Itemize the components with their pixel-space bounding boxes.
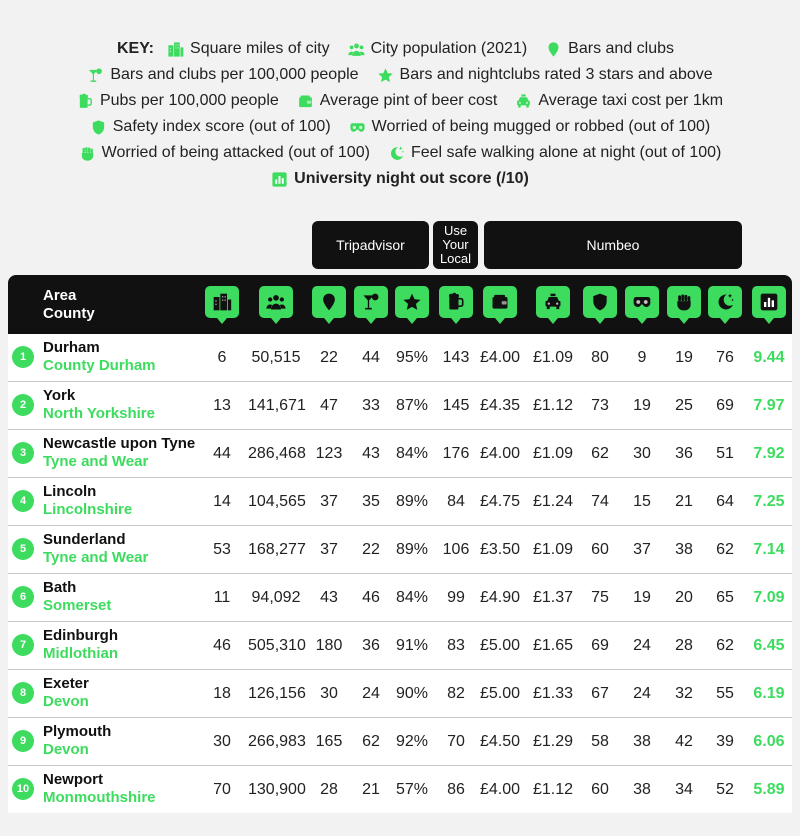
data-cell: 52 xyxy=(716,781,734,798)
data-cell: 89% xyxy=(395,541,429,558)
data-cell: 21 xyxy=(675,493,693,510)
city-name: Plymouth xyxy=(43,723,112,740)
data-cell: 95% xyxy=(395,349,429,366)
data-cell: 22 xyxy=(320,349,338,366)
shield-icon xyxy=(90,119,107,136)
moon-stars-icon xyxy=(708,286,742,318)
county-name: Somerset xyxy=(43,597,112,614)
data-cell: 70 xyxy=(213,781,231,798)
key-label: Average taxi cost per 1km xyxy=(538,92,724,109)
data-cell: 9 xyxy=(637,349,647,366)
data-cell: 62 xyxy=(716,637,734,654)
data-cell: 22 xyxy=(362,541,380,558)
area-cell xyxy=(43,483,132,519)
data-cell: 43 xyxy=(320,589,338,606)
star-icon xyxy=(395,286,429,318)
data-cell: £4.50 xyxy=(479,733,521,750)
data-cell: 99 xyxy=(447,589,465,606)
area-cell xyxy=(43,579,111,615)
key-label: Square miles of city xyxy=(190,40,330,57)
table-header xyxy=(8,275,792,334)
data-cell: 38 xyxy=(633,733,651,750)
data-cell: 33 xyxy=(362,397,380,414)
data-cell: 91% xyxy=(395,637,429,654)
table-row xyxy=(8,526,792,574)
key-item xyxy=(388,144,721,162)
wallet-icon xyxy=(297,93,314,110)
shield-icon xyxy=(583,286,617,318)
area-cell xyxy=(43,387,155,423)
key-item xyxy=(79,144,370,162)
key-label: University night out score (/10) xyxy=(294,170,529,187)
key-label: Average pint of beer cost xyxy=(319,92,498,109)
city-name: Newport xyxy=(43,771,103,788)
data-cell: 87% xyxy=(395,397,429,414)
data-cell: 53 xyxy=(213,541,231,558)
data-cell: 43 xyxy=(362,445,380,462)
mask-icon xyxy=(349,119,366,136)
data-cell: £1.24 xyxy=(532,493,574,510)
data-cell: 42 xyxy=(675,733,693,750)
city-name: Lincoln xyxy=(43,483,97,500)
data-cell: 39 xyxy=(716,733,734,750)
data-cell: 51 xyxy=(716,445,734,462)
data-cell: £1.09 xyxy=(532,541,574,558)
data-cell: £1.12 xyxy=(532,781,574,798)
rank-badge: 5 xyxy=(12,538,34,560)
rank-badge: 6 xyxy=(12,586,34,608)
cocktail-icon xyxy=(87,67,104,84)
city-name: Edinburgh xyxy=(43,627,118,644)
fist-icon xyxy=(667,286,701,318)
data-cell: £4.00 xyxy=(479,445,521,462)
key-item xyxy=(545,40,674,58)
data-cell: 82 xyxy=(447,685,465,702)
data-cell: 55 xyxy=(716,685,734,702)
table-row xyxy=(8,718,792,766)
score-cell: 9.44 xyxy=(753,349,785,366)
city-name: Newcastle upon Tyne xyxy=(43,435,196,452)
data-cell: £4.00 xyxy=(479,349,521,366)
key-item xyxy=(348,40,528,58)
key-label: Safety index score (out of 100) xyxy=(112,118,331,135)
data-cell: 73 xyxy=(591,397,609,414)
source-use-your-local: Use Your Local xyxy=(433,221,478,269)
data-cell: 46 xyxy=(362,589,380,606)
data-cell: 46 xyxy=(213,637,231,654)
key-label: Bars and clubs per 100,000 people xyxy=(110,66,359,83)
people-icon xyxy=(348,41,365,58)
data-cell: 28 xyxy=(320,781,338,798)
city-buildings-icon xyxy=(205,286,239,318)
data-cell: 84% xyxy=(395,589,429,606)
data-cell: 18 xyxy=(213,685,231,702)
data-cell: 24 xyxy=(362,685,380,702)
data-cell: 89% xyxy=(395,493,429,510)
data-cell: 176 xyxy=(442,445,470,462)
data-cell: £1.09 xyxy=(532,349,574,366)
city-buildings-icon xyxy=(167,41,184,58)
rank-badge: 4 xyxy=(12,490,34,512)
rank-badge: 3 xyxy=(12,442,34,464)
key-line xyxy=(0,140,800,166)
data-cell: 62 xyxy=(591,445,609,462)
table-row xyxy=(8,622,792,670)
table-row xyxy=(8,766,792,813)
star-icon xyxy=(377,67,394,84)
data-cell: 37 xyxy=(320,493,338,510)
data-cell: 37 xyxy=(320,541,338,558)
data-cell: £3.50 xyxy=(479,541,521,558)
data-cell: 24 xyxy=(633,637,651,654)
data-cell: 6 xyxy=(217,349,227,366)
cocktail-icon xyxy=(354,286,388,318)
taxi-icon xyxy=(536,286,570,318)
score-cell: 6.06 xyxy=(753,733,785,750)
key-item xyxy=(377,66,713,84)
key-item xyxy=(349,118,711,136)
bar-chart-icon xyxy=(271,171,288,188)
data-cell: 62 xyxy=(716,541,734,558)
key-item xyxy=(515,92,723,110)
data-cell: 34 xyxy=(675,781,693,798)
data-cell: 44 xyxy=(362,349,380,366)
table-body xyxy=(8,334,792,813)
area-cell xyxy=(43,627,118,663)
data-cell: 168,277 xyxy=(248,541,306,558)
data-cell: 92% xyxy=(395,733,429,750)
data-cell: 505,310 xyxy=(248,637,306,654)
data-cell: £1.09 xyxy=(532,445,574,462)
source-tripadvisor: Tripadvisor xyxy=(312,221,429,269)
table-row xyxy=(8,382,792,430)
key-label: Pubs per 100,000 people xyxy=(99,92,279,109)
county-name: County Durham xyxy=(43,357,156,374)
data-cell: £4.35 xyxy=(479,397,521,414)
data-cell: 19 xyxy=(633,589,651,606)
rank-badge: 8 xyxy=(12,682,34,704)
data-cell: £5.00 xyxy=(479,637,521,654)
data-cell: 165 xyxy=(315,733,343,750)
rank-badge: 1 xyxy=(12,346,34,368)
fist-icon xyxy=(79,145,96,162)
data-cell: 141,671 xyxy=(248,397,306,414)
area-cell xyxy=(43,723,111,759)
location-pin-icon xyxy=(312,286,346,318)
data-cell: 126,156 xyxy=(248,685,306,702)
data-cell: 70 xyxy=(447,733,465,750)
data-cell: £1.33 xyxy=(532,685,574,702)
key-item xyxy=(77,92,279,110)
county-name: Devon xyxy=(43,741,89,758)
data-cell: 180 xyxy=(315,637,343,654)
table-row xyxy=(8,334,792,382)
score-cell: 7.92 xyxy=(753,445,785,462)
rank-badge: 7 xyxy=(12,634,34,656)
data-cell: 38 xyxy=(675,541,693,558)
data-cell: 69 xyxy=(716,397,734,414)
data-cell: 38 xyxy=(633,781,651,798)
wallet-icon xyxy=(483,286,517,318)
county-name: Devon xyxy=(43,693,89,710)
score-cell: 6.19 xyxy=(753,685,785,702)
data-cell: 11 xyxy=(213,589,231,606)
area-cell xyxy=(43,531,148,567)
rank-badge: 10 xyxy=(12,778,34,800)
table-row xyxy=(8,478,792,526)
data-cell: 15 xyxy=(633,493,651,510)
bar-chart-icon xyxy=(752,286,786,318)
key-label: Worried of being attacked (out of 100) xyxy=(101,144,370,161)
county-name: Midlothian xyxy=(43,645,118,662)
location-pin-icon xyxy=(545,41,562,58)
data-cell: 60 xyxy=(591,781,609,798)
data-cell: 106 xyxy=(442,541,470,558)
data-cell: 286,468 xyxy=(248,445,306,462)
data-cell: 57% xyxy=(395,781,429,798)
data-cell: 75 xyxy=(591,589,609,606)
city-name: Durham xyxy=(43,339,100,356)
county-header: County xyxy=(43,305,95,322)
data-cell: 104,565 xyxy=(248,493,306,510)
area-cell xyxy=(43,771,156,807)
key-line xyxy=(0,114,800,140)
city-name: Sunderland xyxy=(43,531,126,548)
data-cell: 32 xyxy=(675,685,693,702)
data-cell: 64 xyxy=(716,493,734,510)
data-cell: 36 xyxy=(675,445,693,462)
key-legend xyxy=(0,36,800,192)
score-cell: 6.45 xyxy=(753,637,785,654)
city-name: Exeter xyxy=(43,675,89,692)
area-cell xyxy=(43,339,156,375)
data-cell: 65 xyxy=(716,589,734,606)
data-cell: 50,515 xyxy=(251,349,301,366)
data-cell: £1.37 xyxy=(532,589,574,606)
rank-badge: 2 xyxy=(12,394,34,416)
mask-icon xyxy=(625,286,659,318)
data-cell: 20 xyxy=(675,589,693,606)
area-cell xyxy=(43,435,195,471)
key-item xyxy=(90,118,331,136)
data-cell: 21 xyxy=(362,781,380,798)
data-cell: 58 xyxy=(591,733,609,750)
data-cell: £4.00 xyxy=(479,781,521,798)
beer-mug-icon xyxy=(77,93,94,110)
data-cell: 94,092 xyxy=(251,589,301,606)
data-cell: 84% xyxy=(395,445,429,462)
county-name: Lincolnshire xyxy=(43,501,133,518)
score-cell: 5.89 xyxy=(753,781,785,798)
key-item xyxy=(87,66,358,84)
data-cell: £5.00 xyxy=(479,685,521,702)
key-label: Bars and clubs xyxy=(568,40,675,57)
county-name: North Yorkshire xyxy=(43,405,155,422)
key-line xyxy=(0,62,800,88)
data-cell: £4.90 xyxy=(479,589,521,606)
data-cell: 62 xyxy=(362,733,380,750)
data-cell: 83 xyxy=(447,637,465,654)
data-cell: 145 xyxy=(442,397,470,414)
data-cell: 80 xyxy=(591,349,609,366)
key-line xyxy=(0,36,800,62)
data-cell: 67 xyxy=(591,685,609,702)
key-item xyxy=(297,92,498,110)
table-row xyxy=(8,574,792,622)
data-cell: 30 xyxy=(213,733,231,750)
data-cell: 90% xyxy=(395,685,429,702)
beer-mug-icon xyxy=(439,286,473,318)
data-cell: £1.65 xyxy=(532,637,574,654)
source-numbeo: Numbeo xyxy=(484,221,742,269)
data-cell: £4.75 xyxy=(479,493,521,510)
key-item xyxy=(167,40,330,58)
data-cell: 266,983 xyxy=(248,733,306,750)
data-cell: 13 xyxy=(213,397,231,414)
data-cell: 60 xyxy=(591,541,609,558)
key-item xyxy=(271,170,529,188)
key-line xyxy=(0,88,800,114)
data-cell: 36 xyxy=(362,637,380,654)
data-cell: 74 xyxy=(591,493,609,510)
data-cell: 76 xyxy=(716,349,734,366)
key-label: City population (2021) xyxy=(370,40,528,57)
key-line xyxy=(0,166,800,192)
data-cell: 123 xyxy=(315,445,343,462)
score-cell: 7.97 xyxy=(753,397,785,414)
data-cell: 69 xyxy=(591,637,609,654)
data-cell: 35 xyxy=(362,493,380,510)
data-cell: 130,900 xyxy=(248,781,306,798)
area-county-header xyxy=(43,287,95,323)
data-cell: 25 xyxy=(675,397,693,414)
moon-stars-icon xyxy=(388,145,405,162)
data-cell: 86 xyxy=(447,781,465,798)
data-cell: 19 xyxy=(675,349,693,366)
data-cell: 47 xyxy=(320,397,338,414)
taxi-icon xyxy=(515,93,532,110)
county-name: Tyne and Wear xyxy=(43,549,149,566)
score-cell: 7.14 xyxy=(753,541,785,558)
data-cell: 44 xyxy=(213,445,231,462)
county-name: Monmouthshire xyxy=(43,789,156,806)
table-row xyxy=(8,670,792,718)
data-cell: 14 xyxy=(213,493,231,510)
data-cell: 19 xyxy=(633,397,651,414)
county-name: Tyne and Wear xyxy=(43,453,149,470)
data-cell: 30 xyxy=(633,445,651,462)
data-cell: £1.12 xyxy=(532,397,574,414)
area-cell xyxy=(43,675,89,711)
data-cell: 143 xyxy=(442,349,470,366)
data-cell: 28 xyxy=(675,637,693,654)
key-label: Feel safe walking alone at night (out of 100) xyxy=(410,144,722,161)
city-name: Bath xyxy=(43,579,77,596)
key-label: Worried of being mugged or robbed (out of 100) xyxy=(371,118,711,135)
data-cell: 24 xyxy=(633,685,651,702)
rank-badge: 9 xyxy=(12,730,34,752)
data-cell: £1.29 xyxy=(532,733,574,750)
data-cell: 84 xyxy=(447,493,465,510)
table-row xyxy=(8,430,792,478)
key-title: KEY: xyxy=(116,40,155,57)
area-header: Area xyxy=(43,287,77,304)
score-cell: 7.09 xyxy=(753,589,785,606)
key-label: Bars and nightclubs rated 3 stars and above xyxy=(399,66,713,83)
score-cell: 7.25 xyxy=(753,493,785,510)
people-icon xyxy=(259,286,293,318)
data-cell: 37 xyxy=(633,541,651,558)
city-name: York xyxy=(43,387,76,404)
data-cell: 30 xyxy=(320,685,338,702)
